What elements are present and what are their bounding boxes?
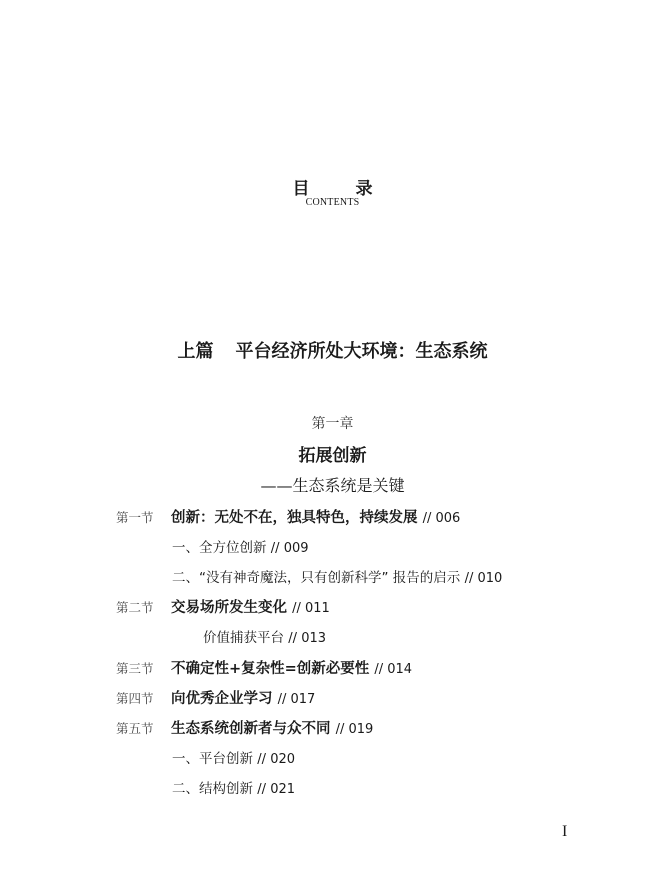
section-label: 第四节 xyxy=(116,691,154,706)
page-number: I xyxy=(562,823,568,840)
toc-entry-sub[interactable] xyxy=(172,749,295,770)
part-title: 平台经济所处大环境：生态系统 xyxy=(235,341,488,362)
entry-title: 一、平台创新 xyxy=(172,751,253,767)
toc-title: 目 录 xyxy=(292,179,393,199)
toc-entry-sub[interactable] xyxy=(172,538,309,559)
part-label: 上篇 xyxy=(177,341,214,362)
toc-entry-sub[interactable] xyxy=(172,779,295,800)
toc-entry-section-3[interactable] xyxy=(171,659,412,680)
toc-entry-section-5[interactable] xyxy=(171,719,373,740)
entry-page: // 006 xyxy=(422,511,461,526)
entry-page: // 010 xyxy=(464,571,503,586)
part-heading xyxy=(0,337,665,363)
entry-page: // 021 xyxy=(257,782,296,797)
section-label: 第五节 xyxy=(116,721,154,736)
entry-title: 不确定性+复杂性=创新必要性 xyxy=(171,661,370,677)
section-label: 第三节 xyxy=(116,661,154,676)
entry-page: // 009 xyxy=(270,541,309,556)
toc-entry-section-2[interactable] xyxy=(171,598,330,619)
entry-page: // 014 xyxy=(374,662,413,677)
entry-page: // 011 xyxy=(292,601,330,616)
section-label: 第二节 xyxy=(116,600,154,615)
entry-title: 生态系统创新者与众不同 xyxy=(171,721,331,737)
entry-title: 价值捕获平台 xyxy=(203,630,284,646)
entry-page: // 013 xyxy=(288,631,327,646)
entry-page: // 019 xyxy=(335,722,374,737)
entry-title: 二、结构创新 xyxy=(172,781,253,797)
entry-title: 一、全方位创新 xyxy=(172,540,267,556)
toc-entry-section-1[interactable] xyxy=(171,508,460,529)
entry-page: // 020 xyxy=(257,752,296,767)
toc-entry-section-4[interactable] xyxy=(171,689,315,710)
entry-title: 创新：无处不在，独具特色，持续发展 xyxy=(171,510,418,526)
entry-page: // 017 xyxy=(277,692,316,707)
entry-title: 交易场所发生变化 xyxy=(171,600,287,616)
section-label: 第一节 xyxy=(116,510,154,525)
entry-title: 二、“没有神奇魔法，只有创新科学” 报告的启示 xyxy=(172,570,461,586)
toc-entry-sub[interactable] xyxy=(172,568,502,589)
chapter-number: 第一章 xyxy=(311,416,354,432)
chapter-title: 拓展创新 xyxy=(298,446,367,466)
toc-entry-sub[interactable] xyxy=(203,628,326,649)
entry-title: 向优秀企业学习 xyxy=(171,691,273,707)
chapter-subtitle: ——生态系统是关键 xyxy=(260,476,405,495)
toc-subtitle: CONTENTS xyxy=(305,197,360,208)
